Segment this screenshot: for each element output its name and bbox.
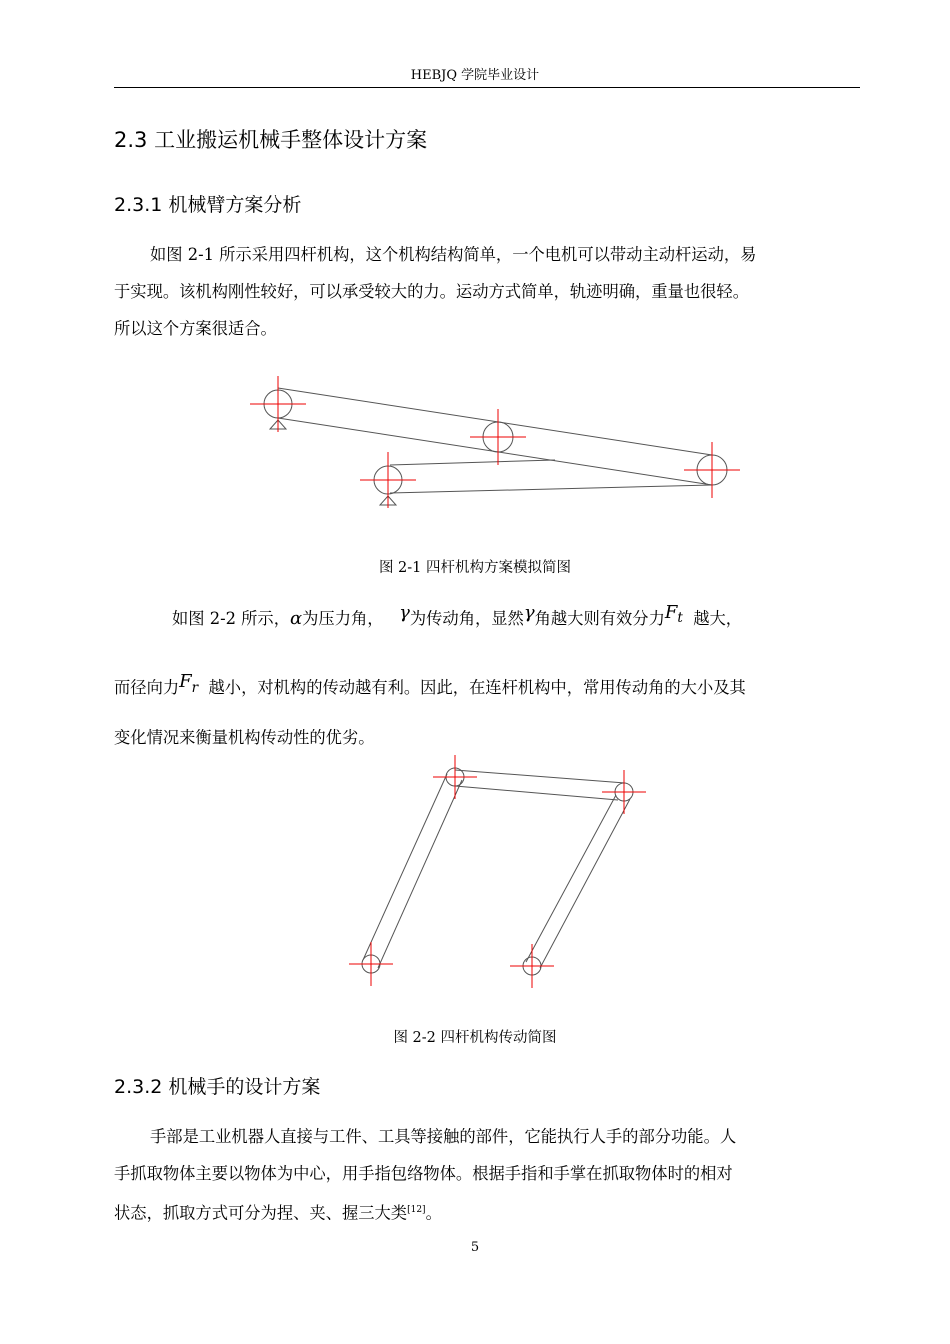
figure-2-2-caption: 图 2-2 四杆机构传动简图 [393, 1030, 557, 1046]
text-fragment: 而径向力 [114, 678, 180, 698]
right-rocker-inner [540, 799, 630, 968]
section-title: 2.3 工业搬运机械手整体设计方案 [114, 128, 428, 152]
force-ft-subscript: t [677, 610, 683, 627]
force-fr-subscript: r [191, 679, 199, 696]
paragraph-line: 手部是工业机器人直接与工件、工具等接触的部件，它能执行人手的部分功能。人 [150, 1127, 737, 1146]
gamma-symbol: γ [399, 602, 410, 623]
subsection-title-2-3-2: 2.3.2 机械手的设计方案 [114, 1076, 321, 1098]
short-link-bottom [390, 485, 712, 493]
text-fragment: 。 [425, 1203, 442, 1223]
force-fr-symbol: F [179, 671, 192, 693]
alpha-symbol: α [289, 608, 303, 629]
paragraph-line: 状态，抓取方式可分为捏、夹、握三大类 [114, 1203, 408, 1223]
left-crank-inner [378, 780, 462, 968]
citation-ref: [12] [407, 1205, 426, 1215]
page-header: HEBJQ 学院毕业设计 [410, 68, 540, 83]
paragraph-line: 于实现。该机构刚性较好，可以承受较大的力。运动方式简单，轨迹明确，重量也很轻。 [114, 282, 749, 301]
right-rocker-outer [526, 795, 616, 962]
gamma-symbol: γ [523, 602, 535, 623]
coupler-top [455, 770, 625, 783]
text-fragment: 为传动角，显然 [409, 609, 524, 628]
paragraph-transmission-angle [114, 600, 862, 756]
paragraph-line: 所以这个方案很适合。 [114, 319, 277, 338]
short-link-top [390, 460, 555, 465]
text-fragment: 越大， [693, 609, 743, 628]
coupler-bottom [455, 786, 618, 800]
paragraph-line: 如图 2-1 所示采用四杆机构，这个机构结构简单，一个电机可以带动主动杆运动，易 [150, 245, 757, 264]
left-crank-outer [363, 774, 447, 960]
paragraph-line: 手抓取物体主要以物体为中心，用手指包络物体。根据手指和手掌在抓取物体时的相对 [114, 1164, 733, 1183]
upper-link [278, 388, 712, 455]
text-fragment: 越小，对机构的传动越有利。因此，在连杆机构中，常用传动角的大小及其 [208, 678, 746, 698]
text-fragment: 为压力角， [302, 609, 384, 628]
page-number: 5 [470, 1240, 480, 1255]
text-fragment: 如图 2-2 所示， [172, 609, 290, 628]
subsection-title-2-3-1: 2.3.1 机械臂方案分析 [114, 194, 302, 216]
figure-2-1-caption: 图 2-1 四杆机构方案模拟简图 [378, 560, 572, 576]
paragraph-line: 变化情况来衡量机构传动性的优劣。 [114, 727, 375, 747]
text-fragment: 角越大则有效分力 [534, 609, 665, 628]
paragraph-hand-design [114, 1118, 862, 1231]
force-ft-symbol: F [664, 602, 678, 623]
